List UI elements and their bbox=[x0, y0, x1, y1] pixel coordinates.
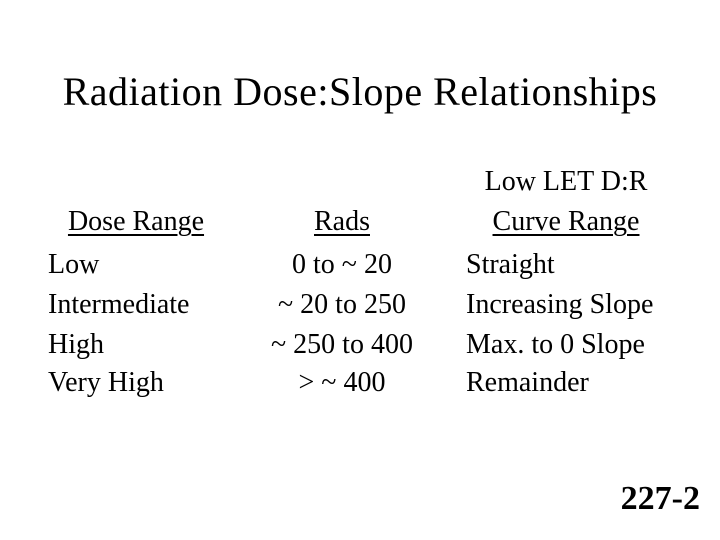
table-row-cell-rads: 0 to ~ 20 bbox=[292, 249, 392, 280]
table-row-cell-dose-range: Intermediate bbox=[48, 289, 190, 320]
table-row-cell-rads: ~ 20 to 250 bbox=[278, 289, 406, 320]
column-header-curve-range-line2 bbox=[466, 202, 666, 242]
slide-title: Radiation Dose:Slope Relationships bbox=[62, 69, 658, 114]
table-row-cell-dose-range: Low bbox=[48, 249, 100, 280]
column-header-curve-range-line1: Low LET D:R bbox=[484, 166, 648, 197]
column-header-curve-range-text: Curve Range bbox=[492, 206, 640, 237]
column-header-dose-range bbox=[48, 202, 224, 242]
column-header-rads bbox=[240, 202, 444, 242]
column-header-dose-range-text: Dose Range bbox=[67, 206, 205, 237]
table-row-cell-rads: > ~ 400 bbox=[298, 367, 386, 398]
table-row-cell-curve-range: Max. to 0 Slope bbox=[466, 329, 645, 360]
column-header-rads-text: Rads bbox=[314, 206, 370, 237]
table-row-cell-curve-range: Remainder bbox=[466, 367, 589, 398]
table-row-cell-curve-range: Increasing Slope bbox=[466, 289, 654, 320]
table-row-cell-curve-range: Straight bbox=[466, 249, 555, 280]
slide-page-number: 227-2 bbox=[620, 480, 700, 517]
table-row-cell-rads: ~ 250 to 400 bbox=[271, 329, 413, 360]
table-row-cell-dose-range: High bbox=[48, 329, 104, 360]
table-row-cell-dose-range: Very High bbox=[48, 367, 164, 398]
